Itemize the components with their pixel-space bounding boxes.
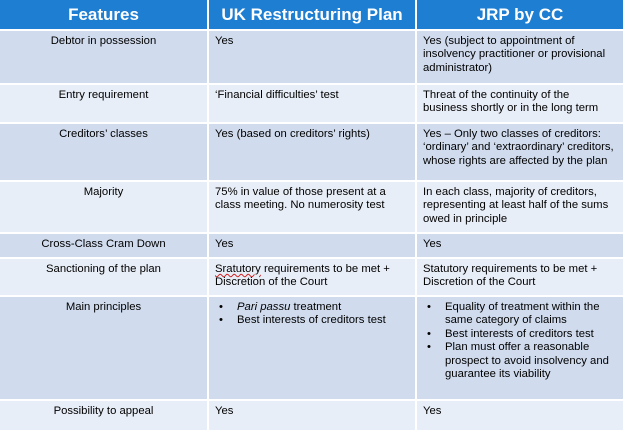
misspelled-word: Sratutory — [215, 263, 261, 275]
jrp-cell: Yes — [416, 233, 624, 258]
header-features: Features — [0, 0, 208, 30]
uk-cell — [208, 296, 416, 400]
jrp-cell: Yes — [416, 400, 624, 431]
uk-cell: Yes — [208, 30, 416, 84]
feature-cell: Main principles — [0, 296, 208, 400]
header-row — [0, 0, 624, 30]
feature-cell: Debtor in possession — [0, 30, 208, 84]
pari-passu-term: Pari passu — [237, 301, 291, 313]
table-row — [0, 84, 624, 123]
jrp-cell: Yes – Only two classes of creditors: ‘ordinary’ and ‘extraordinary’ creditors, whose rights are affected by the plan — [416, 123, 624, 181]
jrp-cell: Threat of the continuity of the business shortly or in the long term — [416, 84, 624, 123]
jrp-cell — [416, 296, 624, 400]
list-item: • Equality of treatment within the same category of claims — [445, 301, 617, 328]
list-item: • Best interests of creditors test — [237, 314, 409, 327]
feature-cell: Cross-Class Cram Down — [0, 233, 208, 258]
feature-cell: Possibility to appeal — [0, 400, 208, 431]
table-row — [0, 296, 624, 400]
table-row — [0, 123, 624, 181]
uk-cell: 75% in value of those present at a class meeting. No numerosity test — [208, 181, 416, 233]
uk-cell-rest: requirements to be met + Discretion of the Court — [215, 263, 390, 289]
uk-cell: Yes — [208, 233, 416, 258]
table-row — [0, 30, 624, 84]
header-uk-plan: UK Restructuring Plan — [208, 0, 416, 30]
uk-principles-list — [215, 301, 409, 328]
list-item — [237, 301, 409, 314]
uk-cell: Yes — [208, 400, 416, 431]
uk-cell — [208, 258, 416, 296]
feature-cell: Sanctioning of the plan — [0, 258, 208, 296]
header-jrp: JRP by CC — [416, 0, 624, 30]
jrp-principles-list — [423, 301, 617, 381]
table-row — [0, 181, 624, 233]
jrp-cell: In each class, majority of creditors, representing at least half of the sums owed in principle — [416, 181, 624, 233]
jrp-cell: Statutory requirements to be met + Discretion of the Court — [416, 258, 624, 296]
list-item-text: treatment — [290, 301, 342, 313]
table-row — [0, 258, 624, 296]
uk-cell: ‘Financial difficulties’ test — [208, 84, 416, 123]
list-item: • Best interests of creditors test — [445, 328, 617, 341]
table-row — [0, 233, 624, 258]
list-item: • Plan must offer a reasonable prospect to avoid insolvency and guarantee its viability — [445, 341, 617, 381]
feature-cell: Majority — [0, 181, 208, 233]
feature-cell: Creditors’ classes — [0, 123, 208, 181]
feature-cell: Entry requirement — [0, 84, 208, 123]
uk-cell: Yes (based on creditors’ rights) — [208, 123, 416, 181]
jrp-cell: Yes (subject to appointment of insolvency practitioner or provisional administrator) — [416, 30, 624, 84]
table-row — [0, 400, 624, 431]
